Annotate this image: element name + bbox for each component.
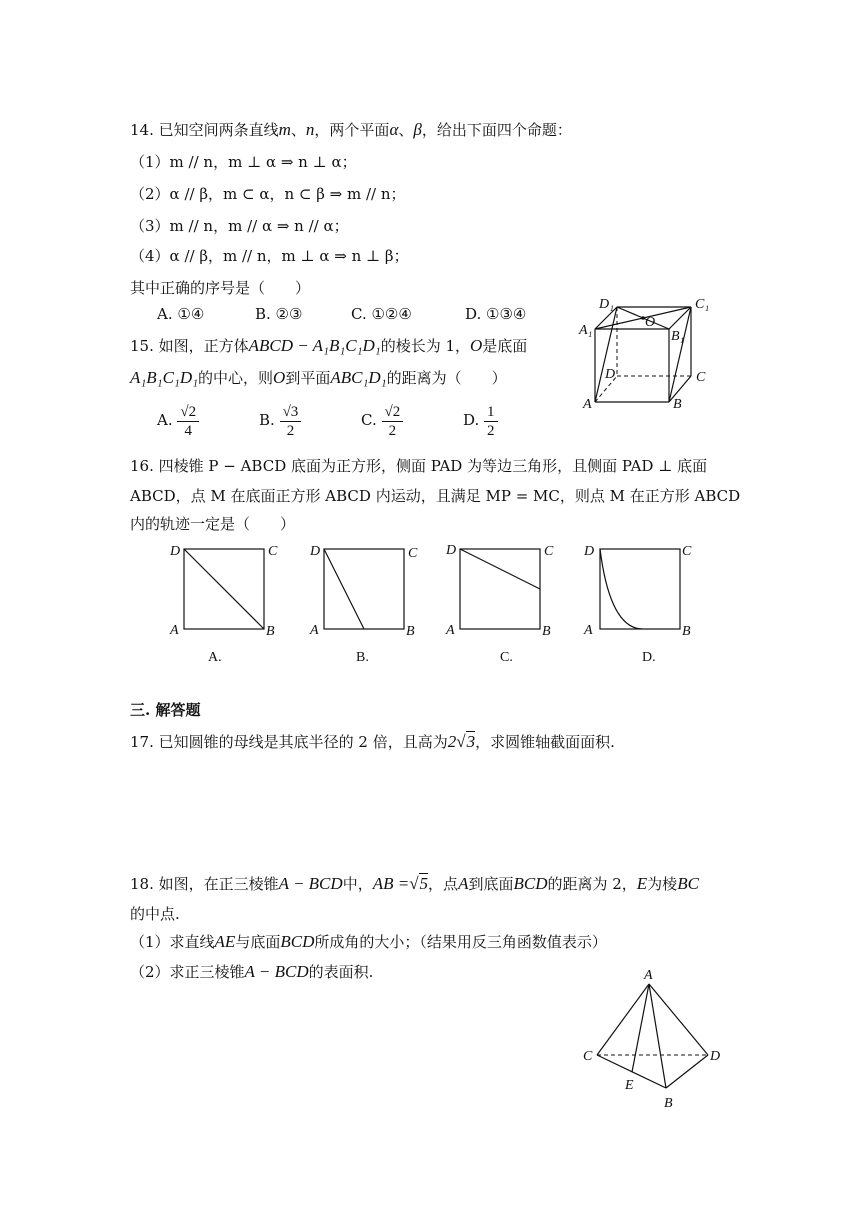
q15-choices — [157, 402, 498, 440]
q14-proposition-4: （4）α // β，m // n，m ⊥ α ⇒ n ⊥ β； — [130, 247, 409, 265]
fig-a-label-a: A — [170, 623, 179, 638]
q14-proposition-3: （3）m // n，m // α ⇒ n // α； — [130, 217, 349, 235]
q15-choice-a: A. $\frac{√2}{4}$ — [157, 402, 259, 440]
fig-b-label-d: D — [310, 544, 321, 559]
fig-d-label-d: D — [584, 544, 595, 559]
pyr-label-b: B — [664, 1096, 673, 1111]
fig-option-b: B. — [356, 650, 369, 665]
q15-line-1: 15. 如图，正方体ABCD − A₁B₁C₁D₁的棱长为 1，O是底面 — [130, 336, 528, 355]
fig-d-label-b: B — [682, 624, 691, 639]
pyr-label-a: A — [644, 968, 653, 983]
fig-option-c: C. — [500, 650, 513, 665]
q15-choice-c: C. $\frac{√2}{2}$ — [361, 402, 463, 440]
section-heading: 三. 解答题 — [130, 701, 201, 719]
q18-line-2: 的中点. — [130, 905, 180, 923]
q18-part-2: （2）求正三棱锥A − BCD的表面积. — [130, 962, 374, 981]
q15-choice-b: B. $\frac{√3}{2}$ — [259, 402, 361, 440]
q16-line-2: ABCD，点 M 在底面正方形 ABCD 内运动，且满足 MP = MC，则点 M 在正方形 ABCD — [130, 487, 741, 505]
fig-b-label-b: B — [406, 624, 415, 639]
label-a: A — [583, 397, 592, 412]
q14-choices — [157, 304, 526, 324]
q14-choice-d: D. ①③④ — [465, 305, 527, 323]
label-d: D — [605, 367, 616, 382]
q14-proposition-2: （2）α // β，m ⊂ α，n ⊂ β ⇒ m // n； — [130, 185, 406, 203]
q14-choice-a: A. ①④ — [157, 305, 205, 323]
pyramid-figure — [575, 962, 735, 1122]
fig-c-label-a: A — [446, 623, 455, 638]
fig-b-label-a: A — [310, 623, 319, 638]
fig-c-label-b: B — [542, 624, 551, 639]
label-b1: B₁ — [671, 329, 685, 344]
q14-stem: 14. 已知空间两条直线m、n，两个平面α、β，给出下面四个命题： — [130, 120, 572, 139]
q14-question: 其中正确的序号是（ ） — [130, 279, 311, 297]
q18-part-1: （1）求直线AE与底面BCD所成角的大小；（结果用反三角函数值表示） — [130, 932, 607, 951]
q16-line-3: 内的轨迹一定是（ ） — [130, 515, 296, 533]
q15-line-2: A₁B₁C₁D₁的中心，则O到平面ABC₁D₁的距离为（ ） — [130, 368, 507, 387]
cube-figure — [575, 290, 725, 420]
q16-option-figures — [160, 538, 710, 668]
q18-line-1: 18. 如图，在正三棱锥A − BCD中，AB =√5，点A到底面BCD的距离为 2，E为棱BC — [130, 874, 699, 893]
pyr-label-e: E — [625, 1078, 634, 1093]
fig-option-d: D. — [642, 650, 656, 665]
label-b: B — [673, 397, 682, 412]
fig-b-label-c: C — [408, 546, 418, 561]
label-d1: D₁ — [599, 297, 614, 312]
fig-a-label-c: C — [268, 544, 278, 559]
fig-d-label-c: C — [682, 544, 692, 559]
pyr-label-d: D — [710, 1049, 721, 1064]
q14-choice-b: B. ②③ — [255, 305, 303, 323]
fig-a-label-d: D — [170, 544, 181, 559]
label-c1: C₁ — [695, 297, 710, 312]
fig-d-label-a: A — [584, 623, 593, 638]
pyr-label-c: C — [583, 1049, 593, 1064]
fig-a-label-b: B — [266, 624, 275, 639]
q14-choice-c: C. ①②④ — [351, 305, 412, 323]
q17-text: 17. 已知圆锥的母线是其底半径的 2 倍，且高为2√3，求圆锥轴截面面积. — [130, 732, 615, 751]
label-c: C — [696, 370, 706, 385]
fig-c-label-d: D — [446, 543, 457, 558]
q15-choice-d: D. $\frac{1}{2}$ — [463, 402, 498, 440]
fig-c-label-c: C — [544, 544, 554, 559]
label-o: O — [645, 315, 656, 330]
q14-proposition-1: （1）m // n，m ⊥ α ⇒ n ⊥ α； — [130, 153, 357, 171]
q16-line-1: 16. 四棱锥 P − ABCD 底面为正方形，侧面 PAD 为等边三角形，且侧面 PAD ⊥ 底面 — [130, 457, 708, 475]
label-a1: A₁ — [579, 323, 593, 338]
fig-option-a: A. — [208, 650, 222, 665]
